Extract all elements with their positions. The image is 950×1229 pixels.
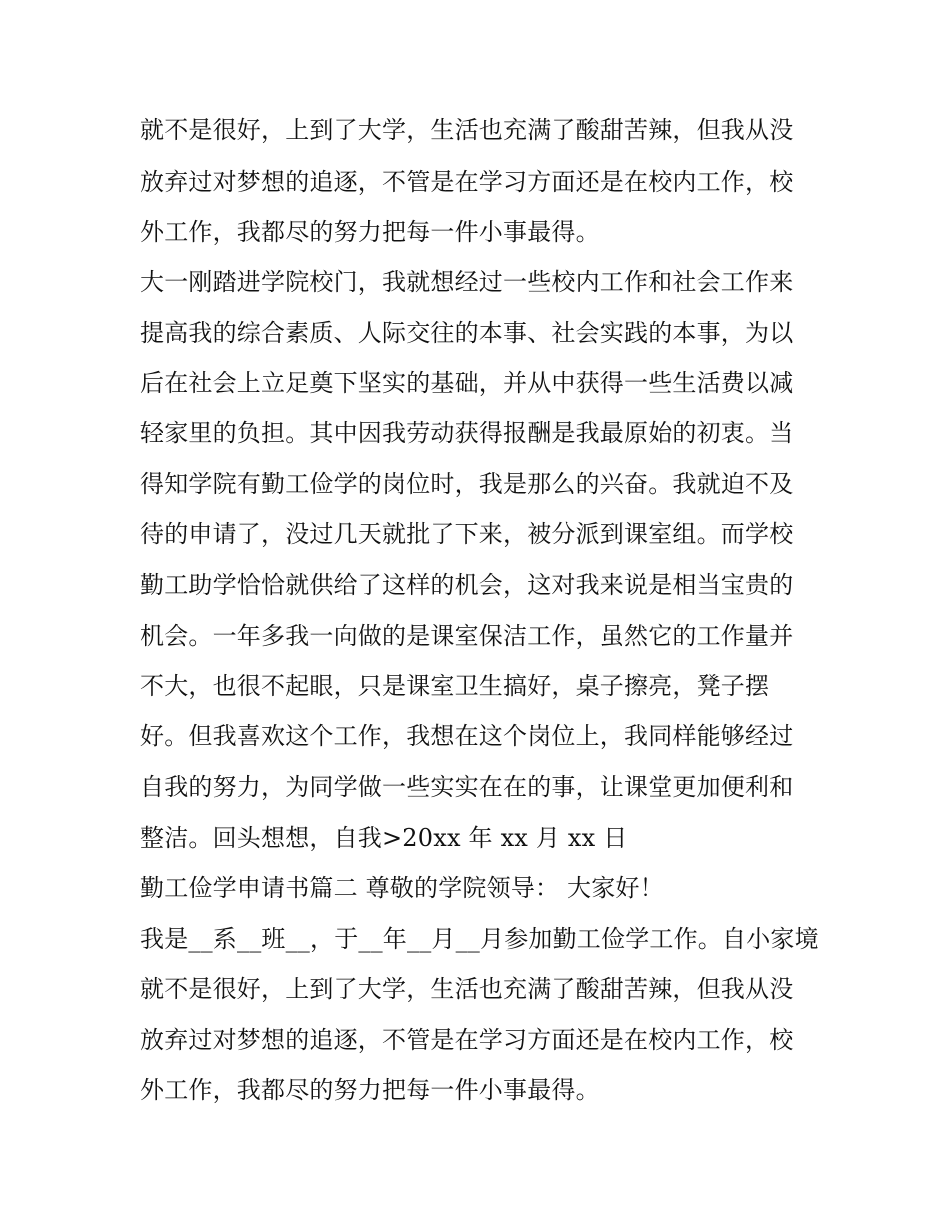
text-line: 得知学院有勤工俭学的岗位时，我是那么的兴奋。我就迫不及 [140, 470, 794, 498]
text-line: 整洁。回头想想，自我>20xx 年 xx 月 xx 日 [140, 824, 628, 852]
text-line: 放弃过对梦想的追逐，不管是在学习方面还是在校内工作，校 [140, 168, 794, 196]
text-line: 我是__系__班__，于__年__月__月参加勤工俭学工作。自小家境 [140, 925, 819, 953]
text-line: 就不是很好，上到了大学，生活也充满了酸甜苦辣，但我从没 [140, 975, 794, 1003]
text-line: 外工作，我都尽的努力把每一件小事最得。 [140, 218, 600, 246]
text-line: 不大，也很不起眼，只是课室卫生搞好，桌子擦亮，凳子摆 [140, 672, 770, 700]
section-heading-line: 勤工俭学申请书篇二 尊敬的学院领导： 大家好！ [140, 874, 664, 902]
text-line: 外工作，我都尽的努力把每一件小事最得。 [140, 1076, 600, 1104]
text-line: 后在社会上立足奠下坚实的基础，并从中获得一些生活费以减 [140, 369, 794, 397]
text-line: 待的申请了，没过几天就批了下来，被分派到课室组。而学校 [140, 520, 794, 548]
text-line: 好。但我喜欢这个工作，我想在这个岗位上，我同样能够经过 [140, 722, 794, 750]
text-line: 放弃过对梦想的追逐，不管是在学习方面还是在校内工作，校 [140, 1026, 794, 1054]
text-line: 大一刚踏进学院校门，我就想经过一些校内工作和社会工作来 [140, 268, 794, 296]
text-line: 勤工助学恰恰就供给了这样的机会，这对我来说是相当宝贵的 [140, 571, 794, 599]
text-line: 提高我的综合素质、人际交往的本事、社会实践的本事，为以 [140, 319, 794, 347]
text-line: 自我的努力，为同学做一些实实在在的事，让课堂更加便利和 [140, 773, 794, 801]
text-line: 机会。一年多我一向做的是课室保洁工作，虽然它的工作量并 [140, 622, 794, 650]
text-line: 轻家里的负担。其中因我劳动获得报酬是我最原始的初衷。当 [140, 419, 794, 447]
text-line: 就不是很好，上到了大学，生活也充满了酸甜苦辣，但我从没 [140, 116, 794, 144]
